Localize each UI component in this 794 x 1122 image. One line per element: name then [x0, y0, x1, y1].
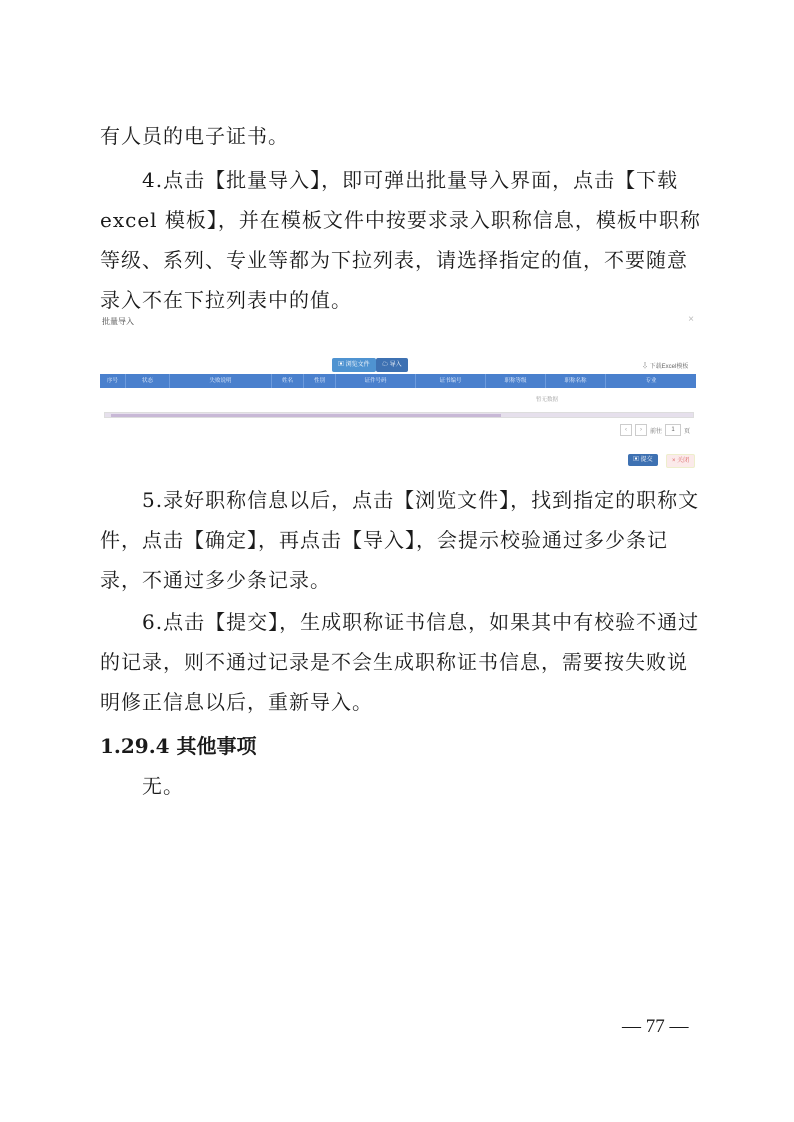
paragraph-step-4: 4.点击【批量导入】，即可弹出批量导入界面，点击【下载 excel 模板】，并在模板文件中按要求录入职称信息，模板中职称等级、系列、专业等都为下拉列表，请选择指定的值，不要随意录入不在下拉列表中的值。: [100, 168, 701, 312]
column-header: 专业: [645, 378, 657, 384]
page-unit: 页: [684, 428, 691, 435]
batch-import-screenshot: [100, 314, 700, 476]
scrollbar-thumb[interactable]: [111, 414, 501, 417]
browse-file-button[interactable]: ▣ 浏览文件: [332, 358, 376, 372]
dialog-title: 批量导入: [102, 317, 134, 326]
paragraph-none: 无。: [142, 774, 184, 798]
download-template-button[interactable]: ⇩ 下载Excel模板: [642, 364, 689, 370]
download-icon: ⇩: [642, 364, 650, 370]
pagination: [620, 424, 690, 436]
page-number: — 77 —: [622, 1016, 689, 1037]
page-input[interactable]: 1: [665, 424, 681, 436]
import-button[interactable]: ☁ 导入: [376, 358, 408, 372]
close-icon[interactable]: ×: [688, 314, 694, 325]
column-header: 状态: [126, 374, 170, 388]
column-header: 姓名: [272, 374, 304, 388]
save-icon: ▣: [633, 457, 641, 463]
paragraph-continuation: 有人员的电子证书。: [100, 124, 289, 148]
folder-icon: ▣: [338, 362, 346, 368]
prev-page-button[interactable]: ‹: [620, 424, 632, 436]
cloud-icon: ☁: [382, 362, 390, 368]
column-header: 证件号码: [336, 374, 416, 388]
column-header: 失败说明: [170, 374, 272, 388]
paragraph-step-5: 5.录好职称信息以后，点击【浏览文件】，找到指定的职称文件，点击【确定】，再点击【导入】，会提示校验通过多少条记录，不通过多少条记录。: [100, 488, 700, 592]
column-header: 序号: [100, 374, 126, 388]
empty-state-text: 暂无数据: [536, 397, 559, 403]
paragraph-step-6: 6.点击【提交】，生成职称证书信息，如果其中有校验不通过的记录，则不通过记录是不会生成职称证书信息，需要按失败说明修正信息以后，重新导入。: [100, 610, 700, 714]
horizontal-scrollbar[interactable]: [104, 412, 694, 418]
next-page-button[interactable]: ›: [635, 424, 647, 436]
goto-label: 前往: [650, 428, 663, 435]
column-header: 性别: [304, 374, 336, 388]
column-header: 证书编号: [416, 374, 486, 388]
submit-button[interactable]: ▣ 提交: [628, 454, 658, 466]
column-header: 职称等级: [486, 374, 546, 388]
column-header: 职称名称: [546, 374, 606, 388]
close-button[interactable]: × 关闭: [666, 454, 695, 468]
section-heading: 1.29.4 其他事项: [100, 734, 257, 758]
import-table-header: [100, 374, 696, 388]
x-icon: ×: [672, 458, 678, 464]
